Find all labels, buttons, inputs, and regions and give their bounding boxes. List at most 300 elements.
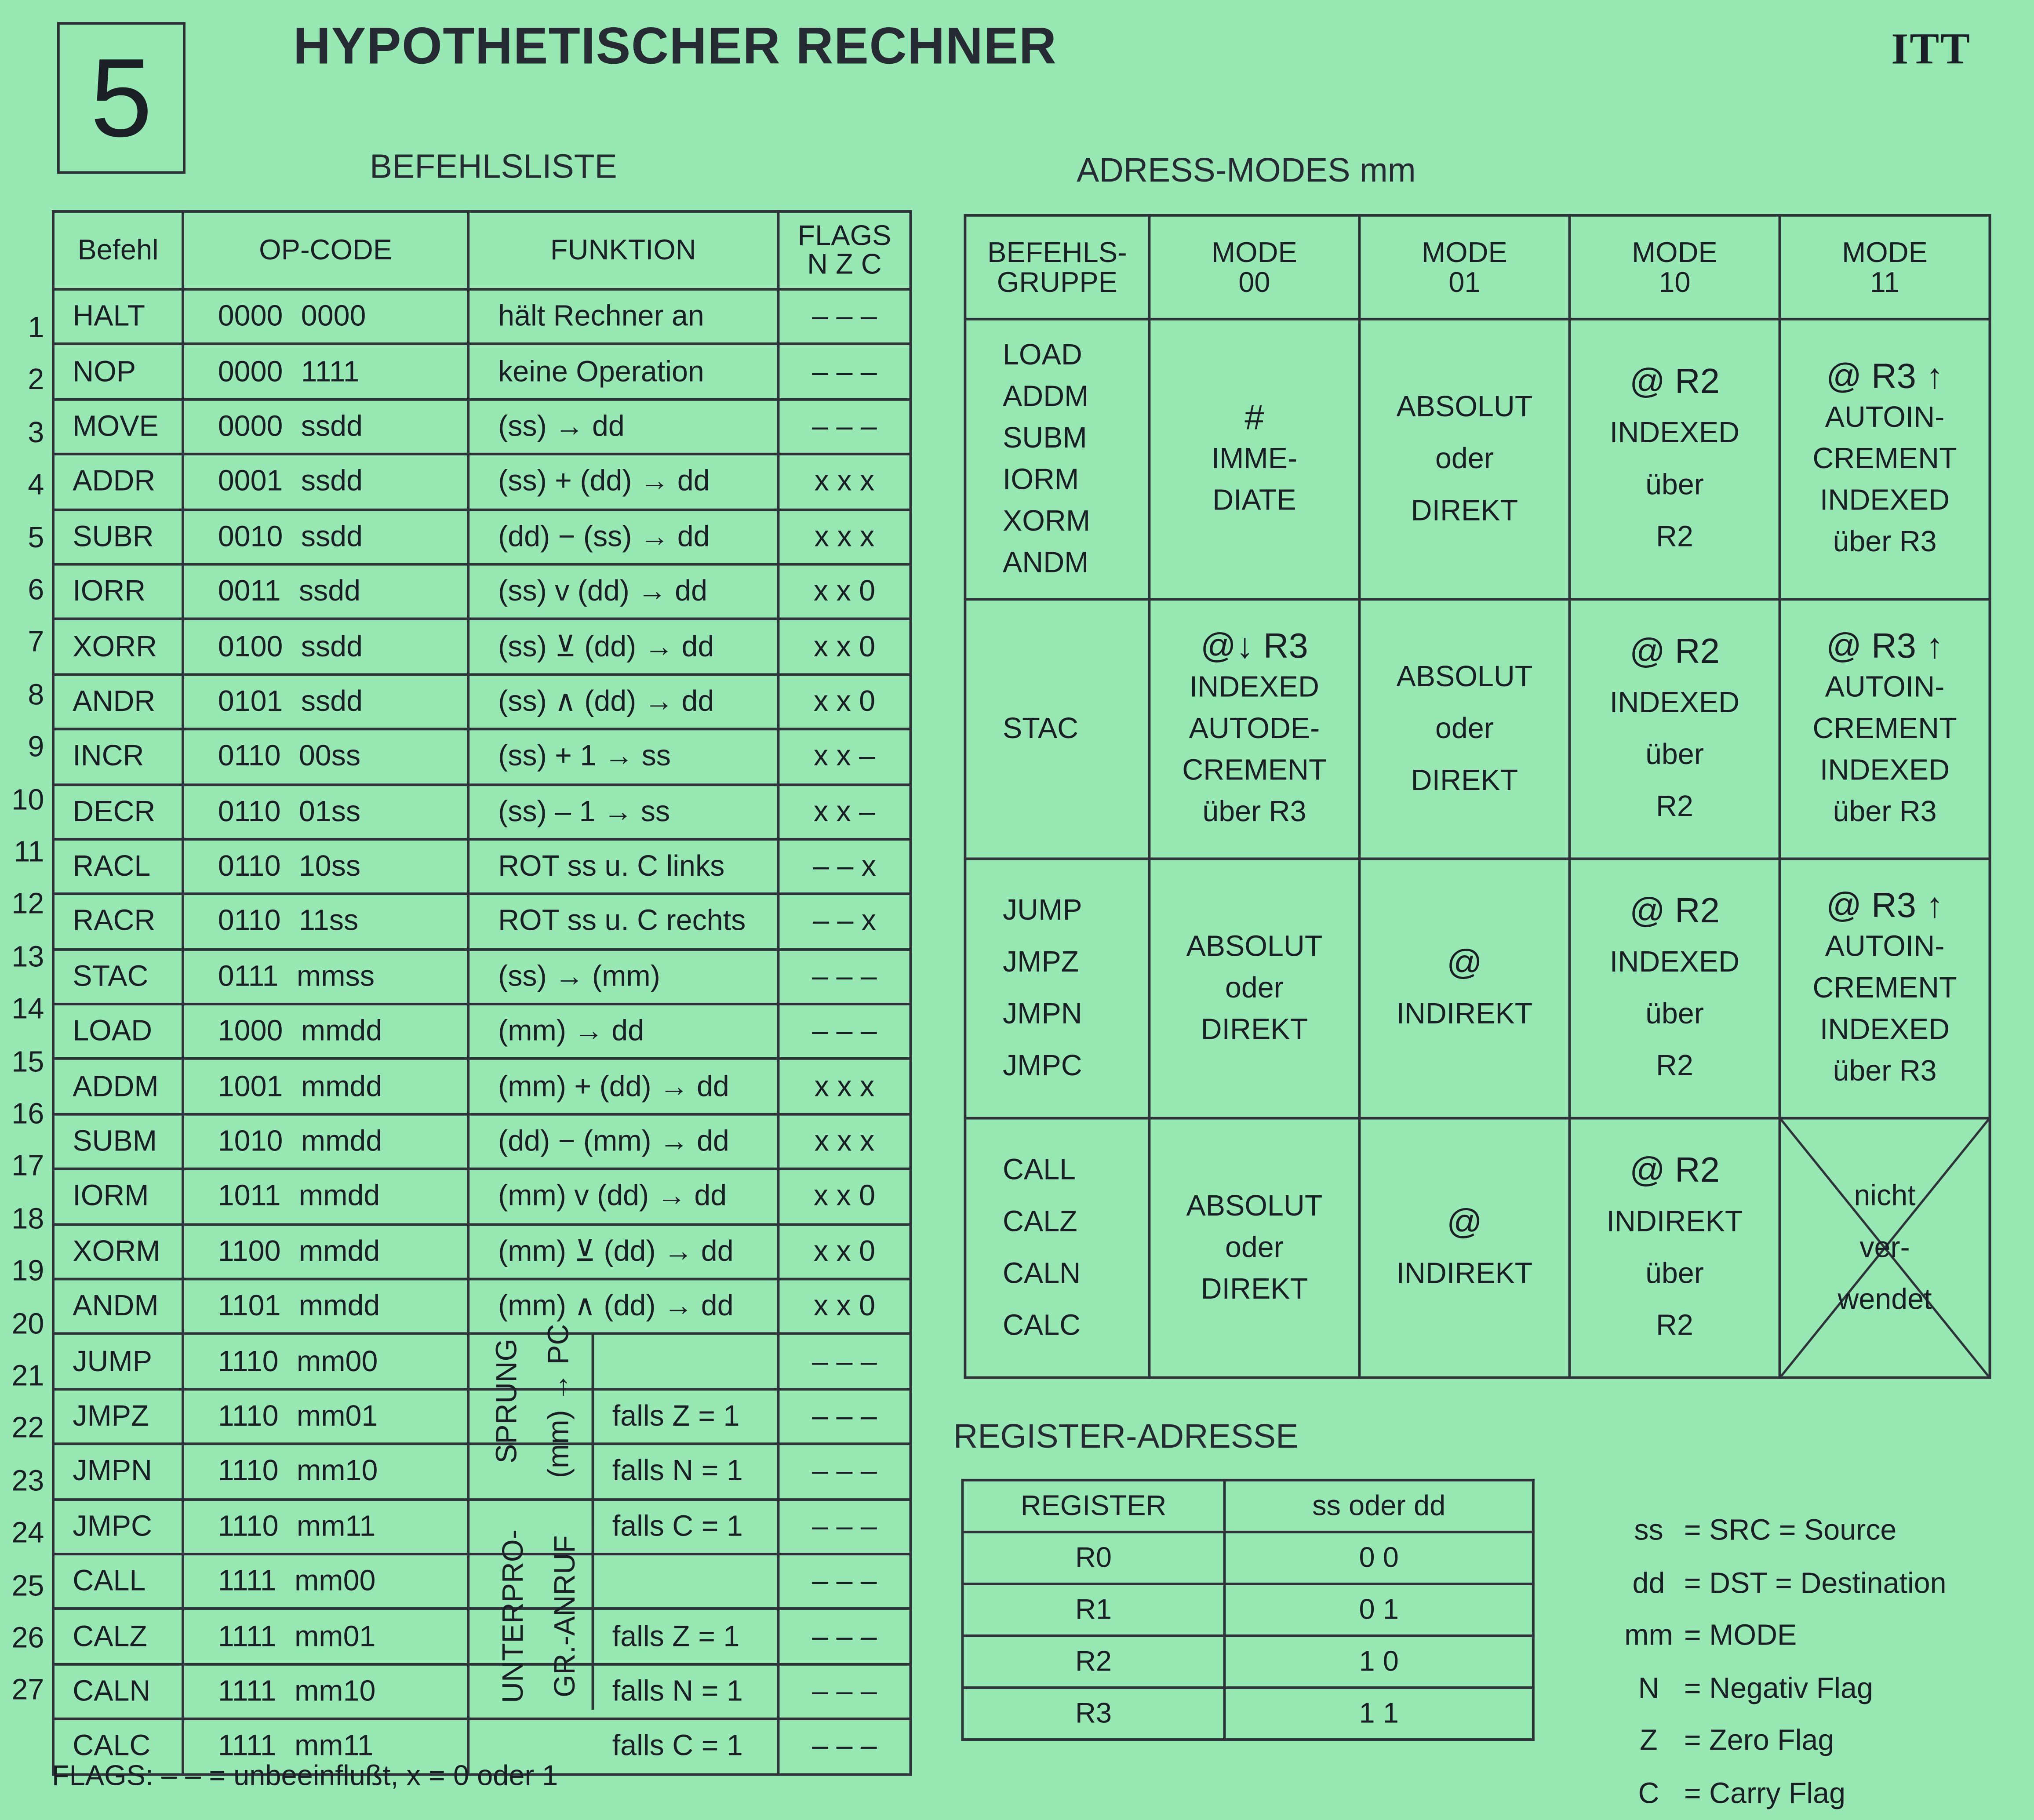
header-register: REGISTER [962,1480,1224,1532]
instruction-group [965,1118,1149,1378]
mode-11-cell [1779,859,1990,1118]
opcode-high: 1111 [218,1565,277,1597]
opcode-high: 1000 [218,1015,283,1048]
function-cell: (mm) ⊻ (dd) → dd [468,1224,778,1279]
opcode-cell [183,1499,468,1554]
legend-key: mm [1624,1619,1673,1652]
opcode-cell [183,1059,468,1114]
mode-row [965,1118,1990,1378]
opcode-high: 1110 [218,1510,279,1542]
row-number: 24 [11,1517,44,1549]
opcode-low: ssdd [301,410,363,443]
opcode-cell [183,1554,468,1609]
header-mode-01-code: 01 [1448,266,1481,298]
group-instruction: CALL [1002,1153,1076,1186]
flags-cell: – – x [778,839,910,894]
header-mode-00-code: 00 [1238,266,1270,298]
instruction-name: XORR [53,619,183,674]
opcode-high: 1001 [218,1070,283,1103]
function-cell: falls C = 1 [468,1719,778,1774]
function-cell: hält Rechner an [468,289,778,344]
legend-key: ss [1634,1514,1663,1547]
row-number: 1 [28,311,44,344]
flags-cell: – – – [778,1719,910,1774]
function-cell: keine Operation [468,344,778,399]
opcode-high: 0101 [218,684,283,717]
flags-cell: – – – [778,1554,910,1609]
mode-text: INDEXED [1609,946,1740,978]
opcode-high: 0111 [218,960,279,992]
group-instruction: ANDM [1002,546,1089,579]
flags-cell: x x – [778,784,910,839]
instruction-name: CALC [53,1719,183,1774]
flags-cell: – – – [778,1334,910,1389]
table-row [53,454,910,509]
mode-text: @↓ R3 [1201,626,1308,666]
function-cell: falls Z = 1 [468,1609,778,1664]
opcode-low: 11ss [298,905,359,937]
function-cell: ROT ss u. C links [468,839,778,894]
opcode-cell [183,784,468,839]
group-instruction: JUMP [1002,894,1082,926]
group-instruction: CALN [1002,1257,1081,1290]
group-instruction: JMPZ [1002,946,1079,978]
table-row [53,1224,910,1279]
flags-cell: – – – [778,949,910,1004]
anruf-label: GR.-ANRUF [549,1535,581,1698]
mode-text: @ R2 [1630,891,1720,930]
mode-text: über R3 [1833,795,1937,828]
mode-text: INDEXED [1819,753,1950,786]
function-cell: falls N = 1 [468,1444,778,1499]
opcode-cell [183,564,468,619]
header-mode-00-label: MODE [1212,236,1297,269]
function-cell: (ss) ⊻ (dd) → dd [468,619,778,674]
flags-cell: – – – [778,344,910,399]
header-mode-11 [1779,215,1990,319]
header-befehlsgruppe-line1: BEFEHLS- [987,236,1127,269]
header-mode-11-label: MODE [1842,236,1928,269]
opcode-low: ssdd [301,520,363,553]
mode-11-not-used [1779,1118,1990,1378]
mode-text: CREMENT [1812,442,1957,475]
opcode-high: 0000 [218,355,283,388]
instruction-name: SUBM [53,1114,183,1169]
opcode-high: 0100 [218,630,283,662]
opcode-high: 1110 [218,1344,279,1377]
mode-01-cell [1359,319,1569,599]
table-row [53,1114,910,1169]
opcode-cell [183,1664,468,1719]
function-cell: (mm) ∧ (dd) → dd [468,1279,778,1334]
function-cell: (mm) → dd [468,1004,778,1059]
flags-cell: x x 0 [778,1279,910,1334]
function-cell: (dd) − (mm) → dd [468,1114,778,1169]
opcode-low: 01ss [298,794,361,827]
instruction-name: XORM [53,1224,183,1279]
mode-text: CREMENT [1182,753,1327,786]
register-code: 1 1 [1225,1688,1533,1740]
opcode-low: mm10 [296,1454,378,1487]
header-mode-10-code: 10 [1659,266,1691,298]
function-cell: (mm) + (dd) → dd [468,1059,778,1114]
function-cell: (ss) v (dd) → dd [468,564,778,619]
function-cell: falls C = 1 [468,1499,778,1554]
opcode-cell [183,289,468,344]
row-number: 4 [28,468,44,501]
mode-text: INDEXED [1819,484,1950,517]
mode-text: AUTODE- [1189,712,1320,745]
row-number: 18 [11,1202,44,1235]
instruction-group [965,319,1149,599]
opcode-cell [183,1444,468,1499]
mode-text: R2 [1656,1049,1693,1082]
table-row [53,564,910,619]
table-row [53,619,910,674]
opcode-high: 1111 [218,1674,277,1707]
mode-row [965,859,1990,1118]
register-row [962,1688,1533,1740]
mode-text: ABSOLUT [1396,390,1533,423]
opcode-low: mm01 [294,1620,376,1653]
mode-text: über R3 [1202,795,1306,828]
row-number: 20 [11,1307,44,1340]
instruction-name: JMPN [53,1444,183,1499]
opcode-cell [183,454,468,509]
opcode-cell [183,619,468,674]
mode-text: oder [1225,1231,1284,1264]
group-instruction: ADDM [1002,380,1089,413]
table-row [53,839,910,894]
row-number: 27 [11,1674,44,1707]
register-code: 0 0 [1225,1532,1533,1584]
mode-text: DIREKT [1411,764,1518,797]
opcode-cell [183,894,468,949]
opcode-low: 0000 [301,300,366,332]
flags-cell: – – x [778,894,910,949]
mode-text: DIREKT [1411,494,1518,527]
mode-text: INDIREKT [1606,1205,1743,1238]
mode-text: DIATE [1212,484,1296,517]
opcode-low: mm11 [294,1729,374,1762]
flags-cell: – – – [778,1444,910,1499]
instruction-name: JUMP [53,1334,183,1389]
header-funktion: FUNKTION [468,211,778,289]
header-ss-dd: ss oder dd [1225,1480,1533,1532]
sprung-bracket [592,1333,594,1528]
page-title: HYPOTHETISCHER RECHNER [293,18,1057,76]
opcode-cell [183,1279,468,1334]
opcode-high: 0000 [218,300,283,332]
legend-item [1622,1610,1947,1663]
opcode-high: 0011 [218,575,281,608]
row-number: 10 [11,783,44,815]
opcode-cell [183,1389,468,1444]
opcode-cell [183,729,468,784]
table-row [53,674,910,729]
register-row [962,1636,1533,1688]
row-number: 19 [11,1254,44,1287]
mode-text: oder [1435,712,1494,745]
mode-text: nicht [1854,1179,1916,1212]
opcode-low: mmdd [301,1015,382,1048]
instruction-name: HALT [53,289,183,344]
row-number: 14 [11,992,44,1025]
address-modes-table [964,214,1991,1379]
flags-cell: x x x [778,1114,910,1169]
header-befehl: Befehl [53,211,183,289]
opcode-cell [183,1224,468,1279]
flags-cell: – – – [778,1609,910,1664]
mode-text: @ R2 [1630,362,1720,401]
header-flags-nzc: N Z C [807,248,882,280]
header-flags-label: FLAGS [797,219,891,252]
mode-text: wendet [1838,1283,1932,1316]
legend-item [1622,1715,1947,1768]
group-instruction: LOAD [1002,339,1082,371]
mode-text: INDEXED [1189,670,1320,703]
group-instruction: JMPC [1002,1049,1082,1082]
legend-item [1622,1767,1947,1820]
group-instruction: CALC [1002,1309,1081,1342]
opcode-high: 0110 [218,739,281,772]
row-number: 26 [11,1621,44,1654]
instruction-name: DECR [53,784,183,839]
flags-note: FLAGS: – – = unbeeinflußt, x = 0 oder 1 [52,1759,558,1792]
function-cell: (ss) → (mm) [468,949,778,1004]
header-befehlsgruppe-line2: GRUPPE [997,266,1117,298]
mode-text: INDEXED [1609,686,1740,719]
legend-value: = MODE [1684,1619,1797,1652]
mode-text: DIREKT [1201,1013,1308,1046]
mode-text: IMME- [1211,442,1298,475]
opcode-cell [183,1169,468,1224]
group-instruction: XORM [1002,504,1091,537]
mode-text: über [1645,1257,1704,1290]
mode-text: R2 [1656,1309,1693,1342]
row-number: 9 [28,730,44,763]
register-heading: REGISTER-ADRESSE [953,1416,1299,1456]
mode-text: AUTOIN- [1825,400,1945,433]
row-number: 23 [11,1464,44,1497]
row-number: 17 [11,1150,44,1183]
legend-value: = SRC = Source [1684,1514,1897,1547]
instruction-name: IORR [53,564,183,619]
group-instruction: CALZ [1002,1205,1077,1238]
mode-text: INDEXED [1609,416,1740,449]
header-mode-00 [1149,215,1359,319]
mode-text: R2 [1656,520,1693,553]
unterprogramm-group [471,1528,600,1723]
register-name: R0 [962,1532,1224,1584]
instruction-name: RACL [53,839,183,894]
mode-text: über [1645,997,1704,1030]
opcode-high: 1101 [218,1289,281,1322]
register-name: R3 [962,1688,1224,1740]
opcode-low: ssdd [301,465,363,498]
mode-text: ABSOLUT [1396,660,1533,693]
mode-text: über [1645,468,1704,501]
function-cell: falls Z = 1 [468,1389,778,1444]
legend-value: = DST = Destination [1684,1566,1947,1599]
instruction-name: ADDR [53,454,183,509]
legend-item [1622,1505,1947,1558]
opcode-cell [183,949,468,1004]
instruction-group [965,599,1149,859]
flags-cell: – – – [778,289,910,344]
instruction-name: STAC [53,949,183,1004]
row-number: 12 [11,888,44,921]
table-row [53,1169,910,1224]
mode-text: @ R3 ↑ [1826,626,1943,666]
flags-cell: x x x [778,1059,910,1114]
legend-value: = Negativ Flag [1684,1671,1873,1704]
instruction-name: RACR [53,894,183,949]
instruction-group [965,859,1149,1118]
group-instruction: IORM [1002,463,1079,496]
register-row [962,1532,1533,1584]
flags-cell: x x 0 [778,674,910,729]
legend-value: = Zero Flag [1684,1724,1834,1757]
mode-text: INDEXED [1819,1013,1950,1046]
mode-text: @ [1446,1202,1482,1241]
opcode-cell [183,1609,468,1664]
header-mode-01-label: MODE [1422,236,1507,269]
mode-text: @ R2 [1630,1150,1720,1190]
header-befehlsgruppe [965,215,1149,319]
instruction-name: CALZ [53,1609,183,1664]
opcode-high: 0110 [218,794,281,827]
mode-00-cell [1149,599,1359,859]
instruction-name: IORM [53,1169,183,1224]
legend-key: C [1638,1776,1659,1809]
brand-logo: ITT [1891,26,1972,74]
instruction-name: CALN [53,1664,183,1719]
mode-text: AUTOIN- [1825,930,1945,963]
opcode-low: mmdd [298,1234,380,1267]
mode-text: über R3 [1833,1055,1937,1087]
mode-text: CREMENT [1812,712,1957,745]
header-opcode: OP-CODE [183,211,468,289]
legend-key: dd [1632,1566,1665,1599]
instruction-name: ANDR [53,674,183,729]
register-row [962,1584,1533,1636]
mode-10-cell [1569,1118,1779,1378]
opcode-cell [183,839,468,894]
group-instruction: STAC [1002,712,1079,745]
opcode-cell [183,509,468,564]
row-number: 13 [11,940,44,973]
table-row [53,399,910,454]
opcode-cell [183,1004,468,1059]
mode-row [965,599,1990,859]
instruction-name: MOVE [53,399,183,454]
card-number: 5 [57,22,186,174]
opcode-low: 10ss [298,850,361,882]
opcode-low: ssdd [301,684,363,717]
row-number: 25 [11,1569,44,1602]
flags-cell: x x 0 [778,1224,910,1279]
opcode-low: mmdd [301,1125,382,1158]
legend-item [1622,1557,1947,1610]
flags-cell: x x 0 [778,564,910,619]
instruction-name: ANDM [53,1279,183,1334]
legend-item [1622,1662,1947,1715]
mode-text: ABSOLUT [1186,1189,1323,1222]
header-mode-01 [1359,215,1569,319]
mode-text: ver- [1859,1231,1910,1264]
flags-cell: x x – [778,729,910,784]
instruction-name: LOAD [53,1004,183,1059]
row-number: 22 [11,1412,44,1445]
mode-01-cell [1359,1118,1569,1378]
mode-01-cell [1359,859,1569,1118]
header-mode-10-label: MODE [1632,236,1717,269]
register-name: R1 [962,1584,1224,1636]
opcode-high: 0000 [218,410,283,443]
opcode-low: ssdd [301,630,363,662]
row-number: 3 [28,416,44,449]
function-cell: (ss) + (dd) → dd [468,454,778,509]
opcode-low: mm00 [294,1565,376,1597]
mode-text: oder [1435,442,1494,475]
opcode-low: mmss [296,960,375,992]
row-number: 21 [11,1359,44,1392]
opcode-high: 0001 [218,465,283,498]
mode-text: @ [1446,943,1482,982]
row-number: 6 [28,573,44,606]
mode-00-cell [1149,859,1359,1118]
opcode-low: mm11 [296,1510,376,1542]
flags-cell: – – – [778,1004,910,1059]
legend-key: N [1638,1671,1659,1704]
opcode-high: 1110 [218,1454,279,1487]
function-cell: falls N = 1 [468,1664,778,1719]
mode-text: ABSOLUT [1186,930,1323,963]
mode-10-cell [1569,859,1779,1118]
table-row [53,1059,910,1114]
opcode-high: 1010 [218,1125,283,1158]
mode-text: @ R3 ↑ [1826,357,1943,396]
table-row [53,289,910,344]
opcode-low: mmdd [298,1179,380,1212]
table-row [53,949,910,1004]
mode-row [965,319,1990,599]
row-number: 15 [11,1045,44,1077]
row-number: 7 [28,626,44,659]
group-instruction: JMPN [1002,997,1082,1030]
sprung-label: SPRUNG [490,1338,523,1463]
mode-00-cell [1149,319,1359,599]
mode-text: DIREKT [1201,1272,1308,1305]
instruction-name: JMPZ [53,1389,183,1444]
instruction-name: CALL [53,1554,183,1609]
instruction-name: JMPC [53,1499,183,1554]
opcode-low: mmdd [298,1289,380,1322]
table-row [53,784,910,839]
mode-text: INDIREKT [1396,1257,1533,1290]
opcode-high: 0110 [218,850,281,882]
flags-cell: – – – [778,399,910,454]
flags-cell: – – – [778,1389,910,1444]
sprung-mm-pc-label: (mm) → PC [542,1324,575,1478]
opcode-cell [183,1334,468,1389]
flags-cell: x x x [778,454,910,509]
flags-cell: – – – [778,1664,910,1719]
mode-text: über R3 [1833,525,1937,558]
unterprogramm-label: UNTERPRO- [497,1529,529,1704]
opcode-cell [183,674,468,729]
